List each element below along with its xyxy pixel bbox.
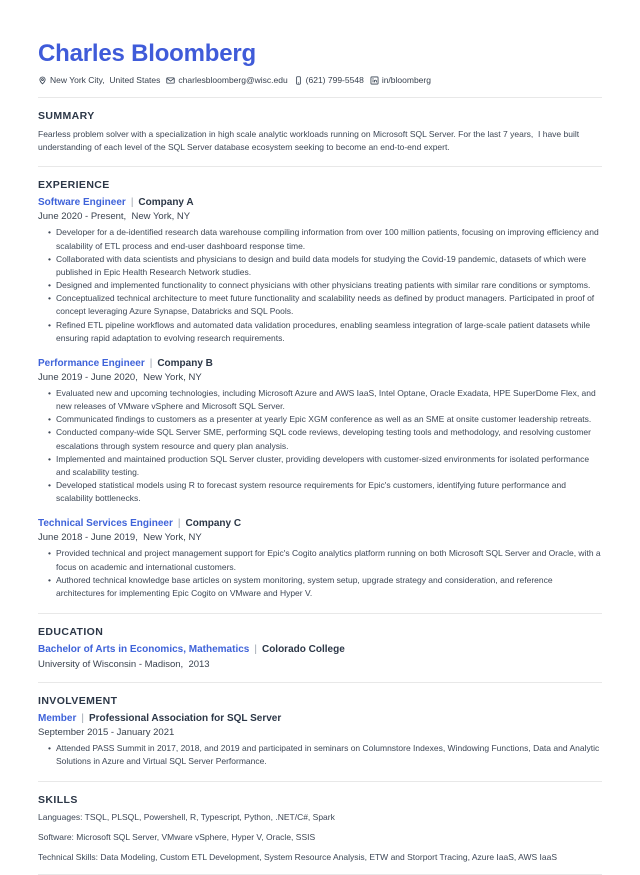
title-separator: | [173,518,186,529]
job-bullet: • Communicated findings to customers as a presenter at yearly Epic XGM conference as well as an SME at onsite customer leadership retreats. [48,413,602,426]
skills-languages: Languages: TSQL, PLSQL, Powershell, R, Typescript, Python, .NET/C#, Spark [38,812,602,822]
job-bullet: • Developer for a de-identified research data warehouse compiling information from over 100 million patients, focusing on improving efficiency and scalability of ETL process and end-user dashboard response time. [48,226,602,252]
involvement-title-line [38,713,602,724]
contact-email [166,75,287,85]
summary-heading: SUMMARY [38,110,602,122]
job-title-line [38,197,602,208]
involvement-bullet: • Attended PASS Summit in 2017, 2018, and 2019 and participated in seminars on Columnstore Indexes, Windowing Functions, Data and Analytic Solutions in Azure and Virtual SQL Server Performance. [48,742,602,768]
linkedin-icon [370,76,379,85]
experience-entry [38,358,602,506]
job-title: Performance Engineer [38,358,145,369]
job-company: Company C [186,518,242,529]
skills-heading: SKILLS [38,794,602,806]
job-bullets [38,547,602,600]
job-company: Company A [138,197,193,208]
job-bullet: • Conducted company-wide SQL Server SME, performing SQL code reviews, developing testing tools and methodology, and resolving customer escalations through system resource and query plan analysis. [48,426,602,452]
title-separator: | [249,644,262,655]
involvement-bullets [38,742,602,768]
contact-linkedin [370,75,431,85]
experience-section [38,179,602,600]
job-bullet: • Implemented and maintained production SQL Server cluster, providing developers with customer-sized environments for isolated performance and scalability testing. [48,453,602,479]
title-separator: | [126,197,139,208]
experience-heading: EXPERIENCE [38,179,602,191]
contact-email-text: charlesbloomberg@wisc.edu [178,75,287,85]
contact-row [38,75,602,85]
section-divider [38,97,602,98]
section-divider [38,613,602,614]
skills-software: Software: Microsoft SQL Server, VMware vSphere, Hyper V, Oracle, SSIS [38,832,602,842]
job-company: Company B [157,358,213,369]
job-bullet: • Refined ETL pipeline workflows and automated data validation procedures, enabling seamless integration of large-scale patient datasets while ensuring rapid adaptation to evolving research requirements. [48,319,602,345]
involvement-organization: Professional Association for SQL Server [89,713,281,724]
candidate-name: Charles Bloomberg [38,40,602,68]
job-bullet: • Conceptualized technical architecture to meet future functionality and scalability needs as defined by product managers. Participated in proof of concept leveraging Azure Synapse, Databricks and SQL Pools. [48,292,602,318]
job-bullet: • Collaborated with data scientists and physicians to design and build data models for studying the Covid-19 pandemic, datasets of which were published in Epic Health Research Network studies. [48,253,602,279]
contact-phone [294,75,364,85]
contact-location [38,75,160,85]
job-title: Technical Services Engineer [38,518,173,529]
job-bullet: • Authored technical knowledge base articles on system monitoring, system setup, upgrade strategy and consideration, and reference architectures for implementing Epic Cogito on VMware and Hyper V. [48,574,602,600]
job-title-line [38,358,602,369]
involvement-heading: INVOLVEMENT [38,695,602,707]
job-bullets [38,387,602,506]
title-separator: | [145,358,158,369]
job-meta: June 2018 - June 2019, New York, NY [38,532,602,543]
job-bullet: • Designed and implemented functionality to connect physicians with other physicians treating patients with similar rare conditions or symptoms. [48,279,602,292]
education-degree: Bachelor of Arts in Economics, Mathematics [38,644,249,655]
email-icon [166,76,175,85]
job-bullet: • Evaluated new and upcoming technologies, including Microsoft Azure and AWS IaaS, Intel Optane, Oracle Exadata, HPE SuperDome Flex, and new releases of VMware vSphere and Microsoft SQL Server. [48,387,602,413]
job-title-line [38,518,602,529]
resume-header [38,40,602,85]
involvement-dates: September 2015 - January 2021 [38,727,602,738]
section-divider [38,166,602,167]
phone-icon [294,76,303,85]
education-school: Colorado College [262,644,345,655]
job-bullets [38,226,602,345]
education-title-line [38,644,602,655]
skills-technical: Technical Skills: Data Modeling, Custom ETL Development, System Resource Analysis, ETW and Storport Tracing, Azure IaaS, AWS IaaS [38,852,602,862]
job-title: Software Engineer [38,197,126,208]
job-bullet: • Developed statistical models using R to forecast system resource requirements for Epic's customers, identifying future performance and scalability bottlenecks. [48,479,602,505]
section-divider [38,682,602,683]
job-meta: June 2020 - Present, New York, NY [38,211,602,222]
education-detail: University of Wisconsin - Madison, 2013 [38,659,602,670]
job-meta: June 2019 - June 2020, New York, NY [38,372,602,383]
job-bullet: • Provided technical and project management support for Epic's Cogito analytics platform running on both Microsoft SQL Server and Oracle, with a focus on academic and international customers. [48,547,602,573]
involvement-section [38,695,602,768]
summary-section [38,110,602,154]
contact-linkedin-text: in/bloomberg [382,75,431,85]
skills-section [38,794,602,862]
summary-text: Fearless problem solver with a specialization in high scale analytic workloads running on Microsoft SQL Server. For the last 7 years, I have built understanding of each level of the SQL Server database ecosystem seeking to become an end-to-end expert. [38,128,602,154]
experience-entry [38,518,602,600]
involvement-role: Member [38,713,76,724]
education-section [38,626,602,670]
contact-phone-text: (621) 799-5548 [306,75,364,85]
location-pin-icon [38,76,47,85]
experience-entry [38,197,602,345]
education-heading: EDUCATION [38,626,602,638]
section-divider [38,781,602,782]
title-separator: | [76,713,89,724]
contact-location-text: New York City, United States [50,75,160,85]
